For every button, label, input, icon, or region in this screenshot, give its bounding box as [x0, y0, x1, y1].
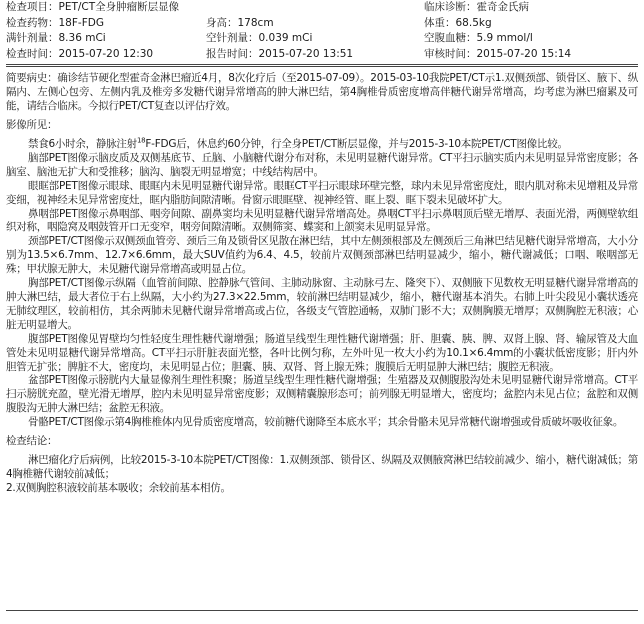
findings-label: 影像所见：	[6, 119, 58, 132]
header-row-1	[6, 0, 638, 16]
finding-abdomen: 腹部PET图像见胃壁均匀性轻度生理性糖代谢增强；肠道呈线型生理性糖代谢增强；肝、胆囊、胰、脾、双肾上腺、肾、输尿管及大血管处未见明显糖代谢异常增高。CT平扫示肝脏表面光整，各叶比例匀称，左外叶见一枚大小约为10.1×6.4mm的小囊状低密度影；肝内外胆管无扩张；脾脏不大，密度均，未见明显占位；胆囊、胰、双肾、肾上腺无殊；腹膜后无明显肿大淋巴结；腹腔无积液。	[6, 332, 638, 373]
exam-item: 检查项目：PET/CT全身肿瘤断层显像	[6, 1, 180, 13]
findings-intro-b: F-FDG后，休息约60分钟，行全身PET/CT断层显像，并与2015-3-10本院PET/CT图像比较。	[145, 138, 568, 150]
finding-chest: 胸部PET/CT图像示纵隔（血管前间隙、腔静脉气管间、主肺动脉窗、主动脉弓左、隆突下）、双侧腋下见数枚无明显糖代谢异常增高的肿大淋巴结，最大者位于右上纵隔，大小约为27.3×22.5mm，较前淋巴结明显减少，缩小，糖代谢基本消失。右肺上叶尖段见小囊状透亮无肺纹理区，较前相仿，其余两肺未见糖代谢异常增高或占位，各级支气管腔通畅，双肺门影不大；双侧胸膜无增厚；双侧胸腔无积液；心脏无明显增大。	[6, 277, 638, 331]
finding-nasopharynx: 鼻咽部PET图像示鼻咽部、咽旁间隙、副鼻窦均未见明显糖代谢异常增高处。鼻咽CT平扫示鼻咽顶后壁无增厚、表面光滑，两侧壁软组织对称，咽隐窝及咽鼓管开口无变窄，咽旁间隙清晰。双侧筛窦、蝶窦和上颌窦未见明显异常。	[6, 207, 638, 234]
report-body	[6, 67, 638, 495]
finding-orbit: 眼眶部PET图像示眼球、眼眶内未见明显糖代谢异常。眼眶CT平扫示眼球环壁完整，球内未见异常密度灶，眼内肌对称未见增粗及异常变细，视神经未见异常密度灶，眶内脂肪间隙清晰。骨窗示眼眶壁、视神经管、眶上裂、眶下裂未见破坏扩大。	[6, 179, 638, 206]
footer-divider	[6, 610, 638, 611]
conclusion-label: 检查结论：	[6, 435, 58, 448]
finding-bone: 骨骼PET/CT图像示第4胸椎椎体内见骨质密度增高，较前糖代谢降至本底水平；其余骨骼未见异常糖代谢增强或骨质破坏吸收征象。	[28, 416, 624, 429]
tracer-drug: 检查药物：18F-FDG	[6, 16, 104, 29]
finding-pelvis: 盆部PET图像示膀胱内大量显像剂生理性积聚；肠道呈线型生理性糖代谢增强；生殖器及双侧腹股沟处未见明显糖代谢异常增高。CT平扫示膀胱充盈，壁光滑无增厚，腔内未见明显异常密度影；双侧精囊腺形态可；前列腺无明显增大，密度均；盆腔内未见占位；盆腔和双侧腹股沟无肿大淋巴结；盆腔无积液。	[6, 374, 638, 415]
finding-brain: 脑部PET图像示脑皮质及双侧基底节、丘脑、小脑糖代谢分布对称，未见明显糖代谢异常。CT平扫示脑实质内未见明显异常密度影；各脑室、脑池无扩大和受推移；脑沟、脑裂无明显增宽；中线结构居中。	[6, 151, 638, 178]
header-row-3	[6, 31, 638, 47]
brief-history	[6, 72, 638, 114]
history-label: 简要病史：	[6, 72, 58, 85]
conclusion-item-2: 2.双侧胸腔积液较前基本吸收；余较前基本相仿。	[6, 481, 231, 494]
header-row-2	[6, 16, 638, 32]
report-header	[6, 0, 638, 62]
empty-syringe-dose: 空针剂量：0.039 mCi	[206, 32, 313, 45]
findings-intro-a: 禁食6小时余，静脉注射	[28, 138, 137, 150]
full-syringe-dose: 满针剂量：8.36 mCi	[6, 32, 106, 45]
exam-time: 检查时间：2015-07-20 12:30	[6, 47, 154, 60]
patient-weight: 体重：68.5kg	[424, 16, 492, 29]
report-time: 报告时间：2015-07-20 13:51	[206, 47, 354, 60]
isotope-superscript: 18	[136, 136, 146, 145]
findings-intro	[6, 138, 638, 152]
history-text: 确诊结节硬化型霍奇金淋巴瘤近4月，8次化疗后（至2015-07-09）。2015-03-10我院PET/CT示1.双侧颈部、锁骨区、腋下、纵隔内、左侧心包旁、左侧内乳及椎旁多发糖代谢异常增高的肿大淋巴结，第4胸椎骨质密度增高伴糖代谢异常增高，均考虑为淋巴瘤累及可能，请结合临床。今拟行PET/CT复查以评估疗效。	[6, 72, 638, 113]
review-time: 审核时间：2015-07-20 15:14	[424, 47, 572, 60]
conclusion-item-1: 淋巴瘤化疗后病例，比较2015-3-10本院PET/CT图像：1.双侧颈部、锁骨区、纵隔及双侧腋窝淋巴结较前减少、缩小，糖代谢减低；第4胸椎糖代谢较前减低；	[6, 453, 638, 480]
finding-neck: 颈部PET/CT图像示双侧颈血管旁、颈后三角及锁骨区见散在淋巴结，其中左侧颈根部及左侧颈后三角淋巴结见糖代谢异常增高，大小分别为13.5×6.7mm、12.7×6.6mm，最大SUV值约为6.4、4.5，较前片双侧颈部淋巴结明显减少，缩小，糖代谢减低；口咽、喉咽部无殊；甲状腺无肿大，未见糖代谢异常增高或明显占位。	[6, 235, 638, 276]
fasting-glucose: 空腹血糖：5.9 mmol/l	[424, 32, 533, 45]
clinical-diagnosis: 临床诊断：霍奇金氏病	[424, 1, 529, 13]
header-row-4	[6, 47, 638, 63]
patient-height: 身高：178cm	[206, 16, 274, 29]
